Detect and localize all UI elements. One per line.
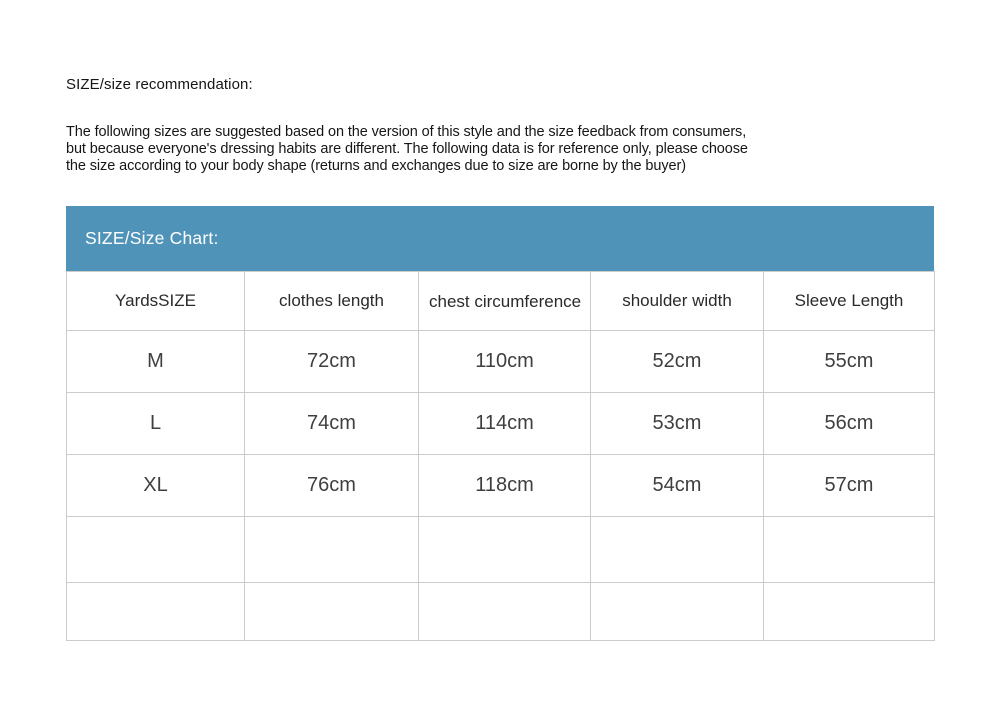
- size-recommendation-paragraph: [66, 124, 934, 175]
- table-header-row: [67, 272, 935, 331]
- size-chart-title: SIZE/Size Chart:: [85, 228, 219, 248]
- empty-cell: [591, 517, 764, 583]
- shoulder-width-cell: 53cm: [591, 393, 764, 455]
- column-header-sleeve-length: Sleeve Length: [764, 272, 935, 331]
- empty-cell: [245, 583, 419, 641]
- empty-cell: [419, 517, 591, 583]
- sleeve-length-cell: 56cm: [764, 393, 935, 455]
- table-row-xl: [67, 455, 935, 517]
- paragraph-line: but because everyone's dressing habits are different. The following data is for reference only, please choose: [66, 141, 748, 157]
- empty-cell: [591, 583, 764, 641]
- clothes-length-cell: 76cm: [245, 455, 419, 517]
- sleeve-length-cell: 55cm: [764, 331, 935, 393]
- size-chart-banner: [66, 206, 934, 271]
- empty-cell: [67, 583, 245, 641]
- chest-circumference-cell: 118cm: [419, 455, 591, 517]
- size-cell: XL: [67, 455, 245, 517]
- page-content: [66, 0, 934, 641]
- column-header-yards-size: YardsSIZE: [67, 272, 245, 331]
- shoulder-width-cell: 54cm: [591, 455, 764, 517]
- size-cell: M: [67, 331, 245, 393]
- table-row-m: [67, 331, 935, 393]
- empty-cell: [764, 583, 935, 641]
- empty-cell: [419, 583, 591, 641]
- size-recommendation-heading: SIZE/size recommendation:: [66, 76, 253, 93]
- paragraph-line: The following sizes are suggested based on the version of this style and the size feedback from consumers,: [66, 124, 747, 140]
- chest-circumference-cell: 110cm: [419, 331, 591, 393]
- table-row-empty: [67, 517, 935, 583]
- size-chart-table: [66, 271, 935, 641]
- chest-circumference-cell: 114cm: [419, 393, 591, 455]
- sleeve-length-cell: 57cm: [764, 455, 935, 517]
- column-header-clothes-length: clothes length: [245, 272, 419, 331]
- size-cell: L: [67, 393, 245, 455]
- column-header-chest-circumference: chest circumference: [419, 272, 591, 331]
- clothes-length-cell: 72cm: [245, 331, 419, 393]
- empty-cell: [67, 517, 245, 583]
- table-row-empty: [67, 583, 935, 641]
- clothes-length-cell: 74cm: [245, 393, 419, 455]
- empty-cell: [245, 517, 419, 583]
- shoulder-width-cell: 52cm: [591, 331, 764, 393]
- paragraph-line: the size according to your body shape (returns and exchanges due to size are borne by the buyer): [66, 158, 686, 174]
- empty-cell: [764, 517, 935, 583]
- column-header-shoulder-width: shoulder width: [591, 272, 764, 331]
- table-row-l: [67, 393, 935, 455]
